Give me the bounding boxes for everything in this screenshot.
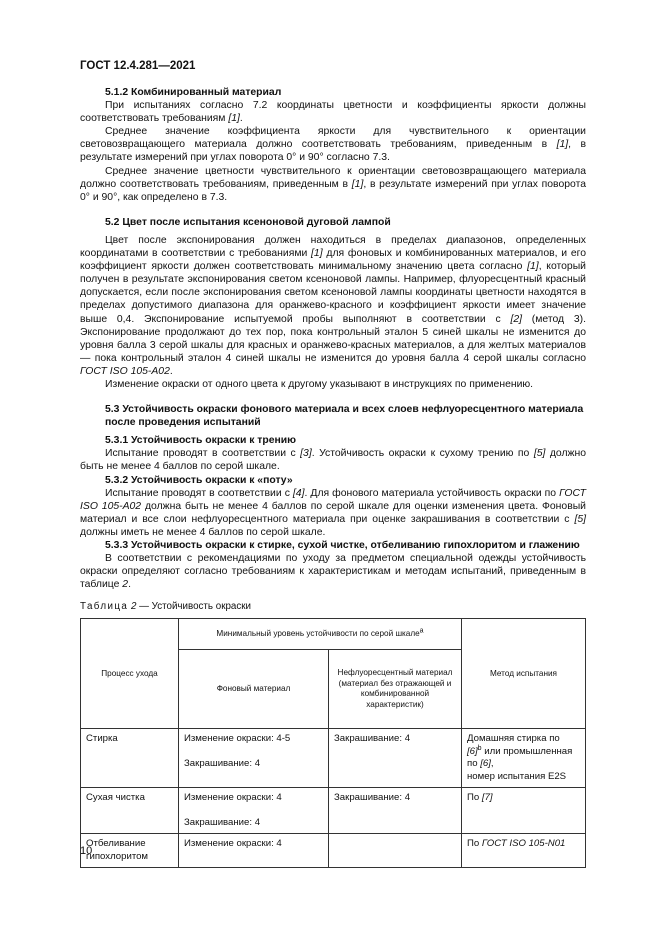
- reference: [5]: [574, 513, 586, 525]
- table-header-row: [81, 619, 586, 650]
- table-caption: Таблица 2 — Устойчивость окраски: [80, 601, 252, 613]
- section-heading-5-3-2: 5.3.2 Устойчивость окраски к «поту»: [105, 474, 293, 486]
- table-cell: Изменение окраски: 4: [179, 834, 329, 868]
- paragraph: Испытание проводят в соответствии с [4]. Для фонового материала устойчивость окраски по ГОСТ ISO 105-A02 должна быть не менее 4 баллов по серой шкале для оценки изменения цвета. Фоновый материал и все слои нефлуоресцентного материала при оценке закрашивания в соответствии с [5] должны иметь не менее 4 баллов по серой шкале.: [80, 487, 586, 538]
- reference: [1]: [556, 139, 569, 151]
- column-header: Минимальный уровень устойчивости по серой шкале$^a$: [179, 619, 462, 650]
- column-header: Метод испытания: [462, 619, 586, 729]
- column-header: Нефлуоресцентный материал (материал без отражающей и комбинированной характеристик): [329, 650, 462, 729]
- paragraph: Изменение окраски от одного цвета к другому указывают в инструкциях по применению.: [105, 378, 534, 390]
- table-cell: Стирка: [81, 729, 179, 788]
- paragraph: Среднее значение коэффициента яркости для чувствительного к ориентации световозвращающего материала должно соответствовать требованиям, приведенным в [1], в результате измерений при углах поворота 0° и 90° согласно 7.3.: [80, 126, 586, 164]
- table-cell: Изменение окраски: 4-5 Закрашивание: 4: [179, 729, 329, 788]
- page-number: 10: [80, 845, 93, 857]
- reference: [5]: [533, 448, 546, 460]
- document-body: [80, 86, 586, 868]
- section-heading-5-1-2: 5.1.2 Комбинированный материал: [105, 87, 282, 98]
- column-header: Процесс ухода: [81, 619, 179, 729]
- section-heading-5-2: 5.2 Цвет после испытания ксеноновой дуговой лампой: [105, 216, 391, 228]
- section-heading-5-3-3: 5.3.3 Устойчивость окраски к стирке, сухой чистке, отбеливанию гипохлоритом и глажению: [105, 540, 580, 551]
- table-cell: Закрашивание: 4: [329, 788, 462, 834]
- paragraph: Цвет после экспонирования должен находиться в пределах диапазонов, определенных координатами в соответствии с требованиями [1] для фоновых и комбинированных материалов, и его коэффициент яркости должен соответствовать минимальному значению цвета согласно [1], который получен в результате экспонирования светом ксеноновой лампы. Например, флуоресцентный красный допускается, если после экспонирования светом ксеноновой лампы координаты цветности находятся в пределах допустимого диапазона для оранжево-красного и коэффициент яркости имеет значение выше 0,4. Экспонирование испытуемой пробы выполняют в соответствии с [2] (метод 3). Экспонирование продолжают до тех пор, пока контрольный эталон 5 синей шкалы не изменится до уровня балла 3 серой шкалы для красных и оранжево-красных материалов, а для желтых материалов — пока контрольный эталон 4 синей шкалы не изменится до уровня балла 4 серой шкалы согласно ГОСТ ISO 105-A02.: [80, 234, 586, 377]
- column-header: Фоновый материал: [179, 650, 329, 729]
- colorfastness-table: [80, 618, 586, 868]
- table-cell: Сухая чистка: [81, 788, 179, 834]
- paragraph: При испытаниях согласно 7.2 координаты цветности и коэффициенты яркости должны соответствовать требованиям [1].: [80, 100, 586, 125]
- section-heading-5-3: 5.3 Устойчивость окраски фонового материала и всех слоев нефлуоресцентного материала после проведения испытаний: [105, 404, 584, 429]
- reference: [1]: [228, 113, 240, 125]
- reference: [1]: [527, 261, 539, 273]
- table-cell: По ГОСТ ISO 105-N01: [462, 834, 586, 868]
- reference: 2: [122, 579, 129, 591]
- table-cell: [329, 834, 462, 868]
- reference: ГОСТ ISO 105-A02: [80, 365, 170, 377]
- table-cell: По [7]: [462, 788, 586, 834]
- reference: [1]: [311, 248, 323, 260]
- table-row: [81, 729, 586, 788]
- table-cell: Домашняя стирка по $[6]^b$ или промышленная по [6], номер испытания E2S: [462, 729, 586, 788]
- document-header: ГОСТ 12.4.281—2021: [80, 60, 196, 72]
- reference: [4]: [292, 487, 305, 499]
- reference: [1]: [351, 178, 364, 190]
- table-cell: Отбеливание гипохлоритом: [81, 834, 179, 868]
- reference: [2]: [510, 313, 523, 325]
- table-cell: Изменение окраски: 4 Закрашивание: 4: [179, 788, 329, 834]
- table-row: [81, 834, 586, 868]
- paragraph: В соответствии с рекомендациями по уходу за предметом специальной одежды устойчивость окраски определяют согласно требованиям к характеристикам и методам испытаний, приведенным в таблице 2.: [80, 553, 586, 591]
- paragraph: Испытание проводят в соответствии с [3]. Устойчивость окраски к сухому трению по [5] должно быть не менее 4 баллов по серой шкале.: [80, 448, 586, 473]
- table-cell: Закрашивание: 4: [329, 729, 462, 788]
- section-heading-5-3-1: 5.3.1 Устойчивость окраски к трению: [105, 435, 297, 447]
- table-row: [81, 788, 586, 834]
- reference: [3]: [300, 448, 312, 460]
- reference: ГОСТ ISO 105-A02: [80, 487, 586, 512]
- paragraph: Среднее значение цветности чувствительного к ориентации световозвращающего материала должно соответствовать требованиям, приведенным в [1], в результате измерений при углах поворота 0° и 90°, как определено в 7.3.: [80, 165, 586, 203]
